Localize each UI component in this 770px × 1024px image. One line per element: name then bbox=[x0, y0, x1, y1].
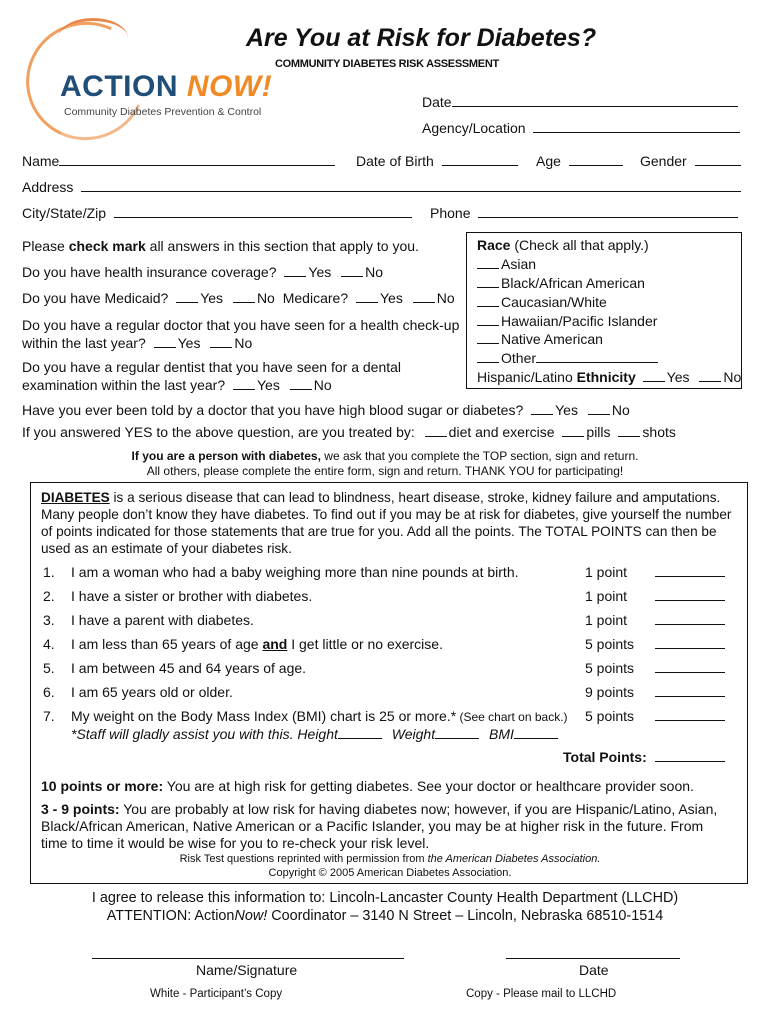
release-statement: I agree to release this information to: Lincoln-Lancaster County Health Department (LLCHD) bbox=[91, 890, 679, 906]
total-points-blank[interactable] bbox=[655, 749, 725, 765]
high-risk-note: 10 points or more: You are at high risk for getting diabetes. See your doctor or healthcare provider soon. bbox=[41, 778, 694, 794]
points-blank[interactable] bbox=[655, 660, 725, 676]
page-subtitle: COMMUNITY DIABETES RISK ASSESSMENT bbox=[275, 58, 499, 70]
name-label: Name bbox=[22, 153, 60, 169]
attention-line: ATTENTION: ActionNow! Coordinator – 3140 N Street – Lincoln, Nebraska 68510-1514 bbox=[106, 908, 664, 924]
doctor-yes-blank[interactable] bbox=[154, 336, 176, 348]
signature-label: Name/Signature bbox=[196, 962, 298, 978]
ethnicity-no-blank[interactable] bbox=[699, 370, 721, 382]
date-label: Date bbox=[422, 94, 452, 110]
medicare-no-blank[interactable] bbox=[413, 291, 435, 303]
blood-sugar-question: Have you ever been told by a doctor that you have high blood sugar or diabetes? Yes No bbox=[22, 402, 630, 418]
bmi-blank[interactable] bbox=[514, 727, 558, 739]
risk-item: 3. I have a parent with diabetes. bbox=[43, 612, 254, 628]
insurance-no-blank[interactable] bbox=[341, 265, 363, 277]
race-option-pacific[interactable]: Hawaiian/Pacific Islander bbox=[477, 313, 657, 329]
dob-label: Date of Birth bbox=[356, 153, 434, 169]
doctor-question: Do you have a regular doctor that you have seen for a health check-up within the last year? Yes No bbox=[22, 317, 460, 351]
points-blank[interactable] bbox=[655, 636, 725, 652]
risk-intro: DIABETES is a serious disease that can lead to blindness, heart disease, stroke, kidney failure and amputations. Many people don’t know they have diabetes. To find out if you may be at risk for diabetes, give yourself the number of points indicated for those statements that are true for you. Add all the points. The TOTAL POINTS can then be used as an estimate of your diabetes risk. bbox=[41, 490, 732, 556]
agency-field[interactable] bbox=[422, 120, 740, 136]
risk-item-points: 1 point bbox=[585, 564, 628, 580]
age-field[interactable] bbox=[536, 153, 623, 169]
points-blank[interactable] bbox=[655, 684, 725, 700]
race-option-native[interactable]: Native American bbox=[477, 331, 603, 347]
weight-blank[interactable] bbox=[435, 727, 479, 739]
risk-item: 7. My weight on the Body Mass Index (BMI) chart is 25 or more.* (See chart on back.) bbox=[43, 708, 568, 724]
total-points: Total Points: bbox=[563, 749, 647, 765]
copyright: Copyright © 2005 American Diabetes Association. bbox=[268, 867, 512, 879]
risk-item-points: 5 points bbox=[585, 660, 635, 676]
race-box bbox=[466, 232, 742, 389]
agency-label: Agency/Location bbox=[422, 120, 526, 136]
page-title: Are You at Risk for Diabetes? bbox=[246, 24, 597, 52]
points-blank[interactable] bbox=[655, 612, 725, 628]
risk-assessment-box bbox=[30, 482, 748, 884]
gender-label: Gender bbox=[640, 153, 687, 169]
address-label: Address bbox=[22, 179, 74, 195]
signature-line[interactable] bbox=[92, 958, 404, 959]
blood-sugar-no-blank[interactable] bbox=[588, 403, 610, 415]
age-label: Age bbox=[536, 153, 561, 169]
blood-sugar-yes-blank[interactable] bbox=[531, 403, 553, 415]
risk-item: 2. I have a sister or brother with diabetes. bbox=[43, 588, 313, 604]
race-option-white[interactable]: Caucasian/White bbox=[477, 294, 607, 310]
dentist-yes-blank[interactable] bbox=[233, 378, 255, 390]
city-field[interactable] bbox=[22, 205, 412, 221]
insurance-question: Do you have health insurance coverage? Yes No bbox=[22, 264, 384, 280]
risk-item-points: 9 points bbox=[585, 684, 635, 700]
name-field[interactable] bbox=[22, 153, 335, 169]
points-blank[interactable] bbox=[655, 708, 725, 724]
logo-arc-icon bbox=[58, 18, 128, 58]
checkmark-instructions: Please check mark all answers in this section that apply to you. bbox=[22, 238, 419, 254]
logo-tagline: Community Diabetes Prevention & Control bbox=[64, 106, 262, 118]
race-option-black[interactable]: Black/African American bbox=[477, 275, 645, 291]
date-label: Date bbox=[579, 962, 609, 978]
date-field[interactable] bbox=[422, 94, 738, 110]
diabetes-notice: If you are a person with diabetes, we ask that you complete the TOP section, sign and return. bbox=[131, 449, 639, 463]
race-title: Race (Check all that apply.) bbox=[477, 237, 649, 253]
dentist-question: Do you have a regular dentist that you have seen for a dental examination within the last year? Yes No bbox=[22, 359, 402, 393]
race-option-asian[interactable]: Asian bbox=[477, 256, 536, 272]
risk-item-points: 5 points bbox=[585, 708, 635, 724]
doctor-no-blank[interactable] bbox=[210, 336, 232, 348]
risk-credit: Risk Test questions reprinted with permission from the American Diabetes Association. bbox=[179, 853, 601, 865]
low-risk-note: 3 - 9 points: You are probably at low risk for having diabetes now; however, if you are Hispanic/Latino, Asian, Black/African American, Native American or a Pacific Islander, you may be at higher risk in the future. From time to time it would be wise for you to re-check your risk level. bbox=[41, 801, 718, 851]
phone-label: Phone bbox=[430, 205, 471, 221]
date-line[interactable] bbox=[506, 958, 680, 959]
pills-blank[interactable] bbox=[562, 425, 584, 437]
race-option-other[interactable]: Other bbox=[477, 350, 658, 366]
treatment-question: If you answered YES to the above question, are you treated by: diet and exercise pills shots bbox=[22, 424, 676, 440]
mail-copy-label: Copy - Please mail to LLCHD bbox=[466, 988, 617, 1000]
risk-item: 6. I am 65 years old or older. bbox=[43, 684, 233, 700]
risk-item: 5. I am between 45 and 64 years of age. bbox=[43, 660, 307, 676]
address-field[interactable] bbox=[22, 179, 741, 195]
risk-item-points: 1 point bbox=[585, 588, 628, 604]
dob-field[interactable] bbox=[356, 153, 518, 169]
medicaid-no-blank[interactable] bbox=[233, 291, 255, 303]
height-blank[interactable] bbox=[338, 727, 382, 739]
risk-item: 1. I am a woman who had a baby weighing more than nine pounds at birth. bbox=[43, 564, 519, 580]
risk-item: 4. I am less than 65 years of age and I get little or no exercise. bbox=[43, 636, 443, 652]
risk-item-points: 1 point bbox=[585, 612, 628, 628]
ethnicity-question: Hispanic/Latino Ethnicity Yes No bbox=[477, 369, 742, 385]
ethnicity-yes-blank[interactable] bbox=[643, 370, 665, 382]
bmi-staff-note: *Staff will gladly assist you with this. Height Weight BMI bbox=[71, 726, 558, 742]
action-now-logo bbox=[18, 18, 278, 138]
gender-field[interactable] bbox=[640, 153, 741, 169]
medicaid-question: Do you have Medicaid? Yes No Medicare? Yes No bbox=[22, 290, 455, 306]
insurance-yes-blank[interactable] bbox=[284, 265, 306, 277]
medicaid-yes-blank[interactable] bbox=[176, 291, 198, 303]
phone-field[interactable] bbox=[430, 205, 738, 221]
participant-copy-label: White - Participant’s Copy bbox=[150, 988, 283, 1000]
diet-blank[interactable] bbox=[425, 425, 447, 437]
logo-wordmark: ACTION NOW! bbox=[60, 70, 273, 103]
points-blank[interactable] bbox=[655, 588, 725, 604]
risk-item-points: 5 points bbox=[585, 636, 635, 652]
shots-blank[interactable] bbox=[618, 425, 640, 437]
city-label: City/State/Zip bbox=[22, 205, 107, 221]
points-blank[interactable] bbox=[655, 564, 725, 580]
medicare-yes-blank[interactable] bbox=[356, 291, 378, 303]
others-notice: All others, please complete the entire form, sign and return. THANK YOU for participating! bbox=[146, 464, 624, 478]
dentist-no-blank[interactable] bbox=[290, 378, 312, 390]
